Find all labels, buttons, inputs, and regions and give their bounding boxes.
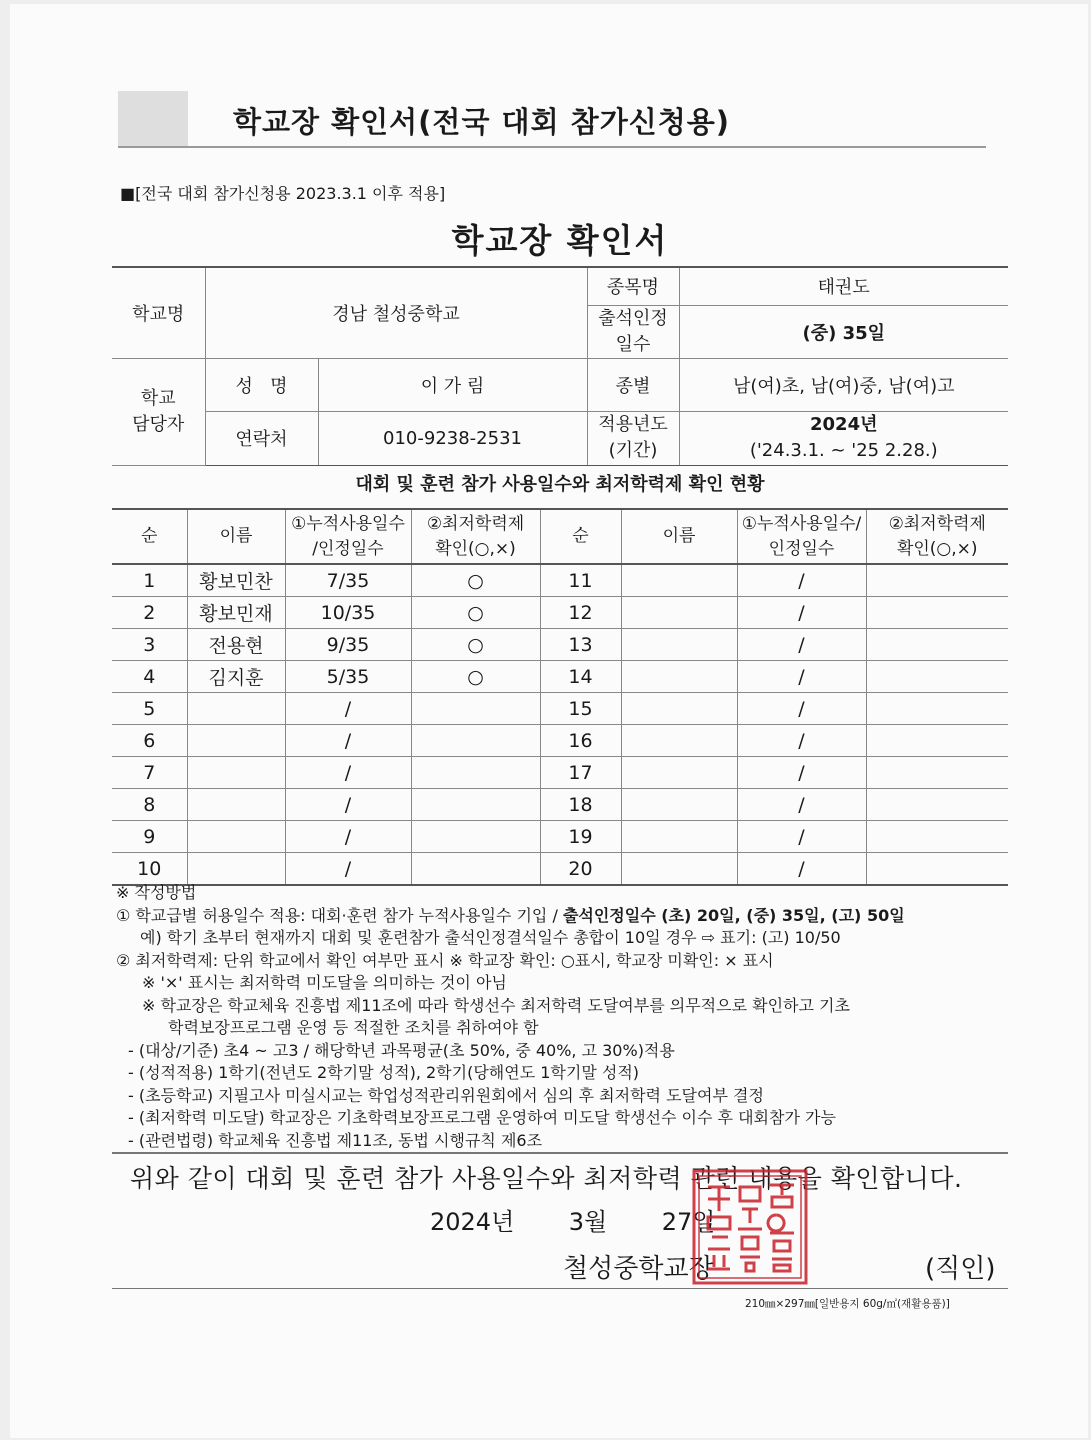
grade-check-right [866, 757, 1008, 789]
note-2-b: ※ 학교장은 학교체육 진흥법 제11조에 따라 학생선수 최저학력 도달여부를 의무적으로 확인하고 기초 [142, 995, 850, 1015]
year-value: 2024년 ('24.3.1. ~ '25 2.28.) [679, 411, 1008, 465]
note-1-example: 예) 학기 초부터 현재까지 대회 및 훈련참가 출석인정결석일수 총합이 10일 경우 ⇨ 표기: (고) 10/50 [140, 928, 841, 947]
note-2-b-cont: 학력보장프로그램 운영 등 적절한 조치를 취하여야 함 [168, 1018, 539, 1037]
row-number-right: 13 [540, 629, 621, 661]
note-dash-4: - (최저학력 미도달) 학교장은 기초학력보장프로그램 운영하여 미도달 학생선수 이수 후 대회참가 가능 [128, 1108, 836, 1127]
status-table [112, 508, 1008, 886]
days-used-right: / [737, 564, 866, 597]
student-name: 김지훈 [187, 661, 285, 693]
note-2-a: ※ '×' 표시는 최저학력 미도달을 의미하는 것이 아님 [142, 973, 507, 992]
year-label: 적용년도 (기간) [587, 411, 679, 465]
student-name-right [621, 853, 737, 886]
bottom-rule [112, 1288, 1008, 1289]
instructions [116, 882, 1016, 1152]
note-1: ① 학교급별 허용일수 적용: 대회·훈련 참가 누적사용일수 기입 / 출석인정일수 (초) 20일, (중) 35일, (고) 50일 [116, 905, 905, 925]
table-row [112, 693, 1008, 725]
note-dash-5: - (관련법령) 학교체육 진흥법 제11조, 동법 시행규칙 제6조 [128, 1130, 543, 1150]
event-label: 종목명 [587, 267, 679, 305]
student-name-right [621, 821, 737, 853]
grade-check-right [866, 661, 1008, 693]
table-row [112, 821, 1008, 853]
days-used-right: / [737, 693, 866, 725]
student-name-right [621, 693, 737, 725]
note-dash-2: - (성적적용) 1학기(전년도 2학기말 성적), 2학기(당해연도 1학기말 성적) [128, 1063, 640, 1082]
days-used: 10/35 [285, 597, 411, 629]
grade-check [411, 693, 540, 725]
confirmation-text: 위와 같이 대회 및 훈련 참가 사용일수와 최저학력 관련 내용을 확인합니다. [130, 1164, 963, 1193]
grade-check [411, 853, 540, 886]
header-rule [118, 146, 986, 148]
note-2: ② 최저학력제: 단위 학교에서 확인 여부만 표시 ※ 학교장 확인: ○표시, 학교장 미확인: × 표시 [116, 950, 774, 970]
row-number: 2 [112, 597, 187, 629]
type-value: 남(여)초, 남(여)중, 남(여)고 [679, 358, 1008, 411]
document-header [118, 86, 998, 148]
grade-check: ○ [411, 661, 540, 693]
row-number: 7 [112, 757, 187, 789]
student-name: 황보민찬 [187, 564, 285, 597]
manager-name-value: 이 가 림 [318, 358, 587, 411]
days-used-right: / [737, 725, 866, 757]
row-number: 10 [112, 853, 187, 886]
table-row [112, 661, 1008, 693]
col-days-right: ①누적사용일수/ 인정일수 [737, 509, 866, 564]
seal-label: (직인) [925, 1254, 996, 1284]
days-used-right: / [737, 757, 866, 789]
days-used-right: / [737, 661, 866, 693]
table-row [112, 853, 1008, 886]
attendance-label: 출석인정 일수 [587, 305, 679, 358]
event-value: 태권도 [679, 267, 1008, 305]
grade-check [411, 789, 540, 821]
manager-label: 학교 담당자 [112, 358, 205, 465]
days-used-right: / [737, 821, 866, 853]
grade-check-right [866, 693, 1008, 725]
principal-title: 철성중학교장 [563, 1254, 714, 1284]
days-used: 9/35 [285, 629, 411, 661]
grade-check-right [866, 789, 1008, 821]
col-days: ①누적사용일수 /인정일수 [285, 509, 411, 564]
student-name-right [621, 629, 737, 661]
col-name-right: 이름 [621, 509, 737, 564]
col-grade: ②최저학력제 확인(○,×) [411, 509, 540, 564]
note-dash-1: - (대상/기준) 초4 ~ 고3 / 해당학년 과목평균(초 50%, 중 40%, 고 30%)적용 [128, 1040, 675, 1060]
col-no-right: 순 [540, 509, 621, 564]
row-number: 3 [112, 629, 187, 661]
header-gray-box [118, 91, 188, 147]
days-used-right: / [737, 789, 866, 821]
attendance-value: (중) 35일 [679, 305, 1008, 358]
row-number-right: 14 [540, 661, 621, 693]
grade-check [411, 821, 540, 853]
document-page [10, 4, 1088, 1438]
col-name: 이름 [187, 509, 285, 564]
student-name [187, 853, 285, 886]
student-name [187, 757, 285, 789]
student-name-right [621, 564, 737, 597]
col-grade-right: ②최저학력제 확인(○,×) [866, 509, 1008, 564]
school-value: 경남 철성중학교 [205, 267, 587, 358]
student-name [187, 789, 285, 821]
row-number-right: 18 [540, 789, 621, 821]
grade-check: ○ [411, 629, 540, 661]
instructions-heading: ※ 작성방법 [116, 883, 197, 902]
closing-rule [112, 1152, 1008, 1154]
row-number: 4 [112, 661, 187, 693]
note-dash-3: - (초등학교) 지필고사 미실시교는 학업성적관리위원회에서 심의 후 최저학력 도달여부 결정 [128, 1085, 764, 1105]
row-number-right: 17 [540, 757, 621, 789]
days-used: / [285, 693, 411, 725]
student-name-right [621, 789, 737, 821]
days-used-right: / [737, 629, 866, 661]
days-used: / [285, 821, 411, 853]
grade-check: ○ [411, 597, 540, 629]
student-name-right [621, 661, 737, 693]
section-title: 대회 및 훈련 참가 사용일수와 최저학력제 확인 현황 [355, 474, 765, 495]
grade-check-right [866, 597, 1008, 629]
days-used: 5/35 [285, 661, 411, 693]
table-row [112, 597, 1008, 629]
table-row [112, 757, 1008, 789]
info-table [112, 266, 1008, 466]
table-header-row [112, 509, 1008, 564]
student-name: 황보민재 [187, 597, 285, 629]
row-number-right: 12 [540, 597, 621, 629]
grade-check-right [866, 629, 1008, 661]
row-number: 9 [112, 821, 187, 853]
grade-check [411, 725, 540, 757]
row-number-right: 11 [540, 564, 621, 597]
student-name-right [621, 597, 737, 629]
days-used: / [285, 853, 411, 886]
days-used-right: / [737, 597, 866, 629]
table-row [112, 725, 1008, 757]
main-title: 학교장 확인서 [451, 221, 669, 260]
table-row [112, 789, 1008, 821]
days-used-right: / [737, 853, 866, 886]
grade-check-right [866, 725, 1008, 757]
days-used: 7/35 [285, 564, 411, 597]
table-row [112, 564, 1008, 597]
days-used: / [285, 789, 411, 821]
grade-check: ○ [411, 564, 540, 597]
days-used: / [285, 725, 411, 757]
manager-name-label: 성 명 [205, 358, 318, 411]
table-row [112, 629, 1008, 661]
days-used: / [285, 757, 411, 789]
type-label: 종별 [587, 358, 679, 411]
student-name [187, 725, 285, 757]
col-no: 순 [112, 509, 187, 564]
paper-spec: 210㎜×297㎜[일반용지 60g/㎡(재활용품)] [745, 1298, 950, 1310]
row-number-right: 20 [540, 853, 621, 886]
student-name [187, 821, 285, 853]
header-title: 학교장 확인서(전국 대회 참가신청용) [233, 105, 731, 139]
student-name: 전용현 [187, 629, 285, 661]
student-name [187, 693, 285, 725]
student-name-right [621, 725, 737, 757]
row-number: 1 [112, 564, 187, 597]
grade-check-right [866, 853, 1008, 886]
row-number: 5 [112, 693, 187, 725]
contact-label: 연락처 [205, 411, 318, 465]
date-day: 27일 [661, 1208, 716, 1236]
grade-check-right [866, 821, 1008, 853]
student-name-right [621, 757, 737, 789]
row-number-right: 16 [540, 725, 621, 757]
official-seal-icon [690, 1167, 810, 1287]
date-month: 3월 [568, 1208, 608, 1236]
confirmation-date [430, 1202, 716, 1237]
school-label: 학교명 [112, 267, 205, 358]
row-number: 8 [112, 789, 187, 821]
grade-check-right [866, 564, 1008, 597]
row-number-right: 15 [540, 693, 621, 725]
form-subtitle: ■[전국 대회 참가신청용 2023.3.1 이후 적용] [120, 184, 446, 203]
grade-check [411, 757, 540, 789]
row-number-right: 19 [540, 821, 621, 853]
contact-value: 010-9238-2531 [318, 411, 587, 465]
row-number: 6 [112, 725, 187, 757]
date-year: 2024년 [430, 1208, 515, 1236]
